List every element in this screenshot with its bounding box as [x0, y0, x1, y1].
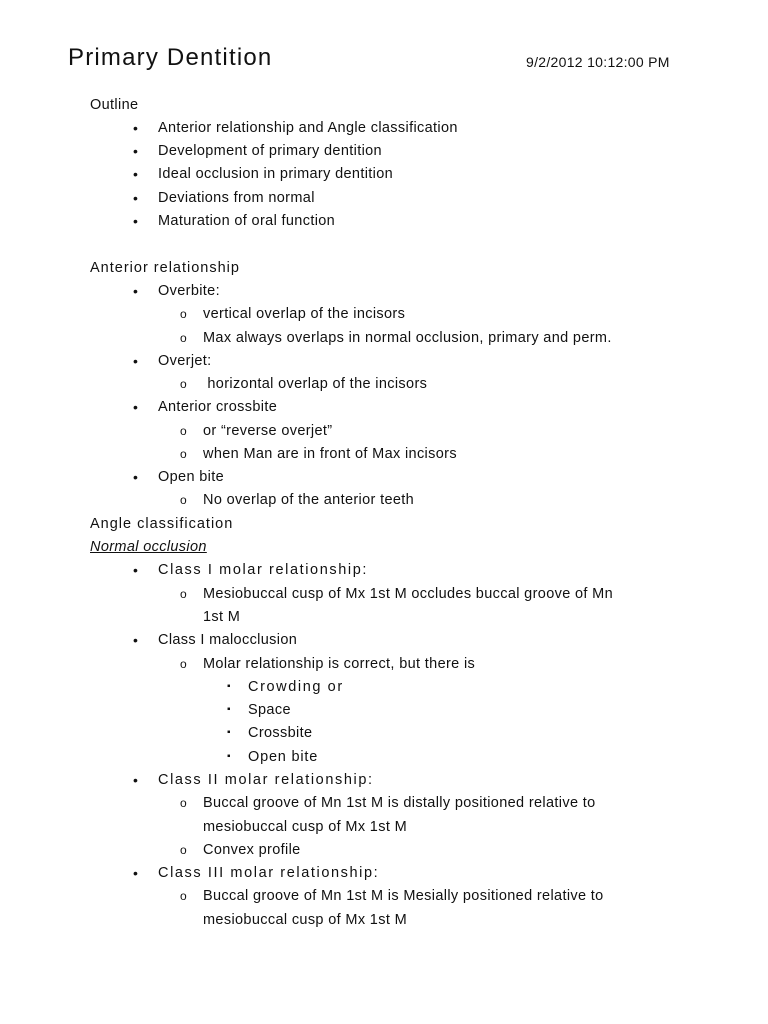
circle-marker: o	[180, 587, 187, 601]
overbite-sub: vertical overlap of the incisors	[203, 306, 406, 322]
overjet-sub: horizontal overlap of the incisors	[203, 376, 428, 392]
class2-molar-item: Class II molar relationship:	[158, 772, 374, 788]
bullet-marker: •	[133, 632, 138, 648]
circle-marker: o	[180, 447, 187, 461]
bullet-marker: •	[133, 865, 138, 881]
overbite-sub: Max always overlaps in normal occlusion, primary and perm.	[203, 330, 612, 346]
class2-sub: Buccal groove of Mn 1st M is distally positioned relative to	[203, 795, 596, 811]
timestamp: 9/2/2012 10:12:00 PM	[526, 54, 670, 70]
bullet-marker: •	[133, 772, 138, 788]
angle-heading: Angle classification	[90, 516, 234, 532]
bullet-marker: •	[133, 166, 138, 182]
page-title: Primary Dentition	[68, 44, 273, 71]
anterior-heading: Anterior relationship	[90, 260, 240, 276]
square-marker: ▪	[227, 751, 231, 762]
outline-item: Anterior relationship and Angle classification	[158, 120, 458, 136]
outline-heading: Outline	[90, 97, 139, 113]
malocclusion-type: Space	[248, 702, 291, 718]
bullet-marker: •	[133, 353, 138, 369]
malocclusion-type: Crossbite	[248, 725, 313, 741]
circle-marker: o	[180, 493, 187, 507]
class3-sub: Buccal groove of Mn 1st M is Mesially positioned relative to	[203, 888, 604, 904]
malocclusion-type: Open bite	[248, 749, 319, 765]
class1-malocclusion-item: Class I malocclusion	[158, 632, 298, 648]
class3-sub-cont: mesiobuccal cusp of Mx 1st M	[203, 912, 408, 928]
class1-molar-sub: Mesiobuccal cusp of Mx 1st M occludes buccal groove of Mn	[203, 586, 614, 602]
bullet-marker: •	[133, 399, 138, 415]
outline-item: Deviations from normal	[158, 190, 315, 206]
bullet-marker: •	[133, 143, 138, 159]
openbite-item: Open bite	[158, 469, 225, 485]
class2-sub-cont: mesiobuccal cusp of Mx 1st M	[203, 819, 408, 835]
bullet-marker: •	[133, 190, 138, 206]
square-marker: ▪	[227, 727, 231, 738]
class1-malocclusion-sub: Molar relationship is correct, but there is	[203, 656, 476, 672]
overjet-item: Overjet:	[158, 353, 212, 369]
overbite-item: Overbite:	[158, 283, 220, 299]
class1-molar-item: Class I molar relationship:	[158, 562, 369, 578]
circle-marker: o	[180, 424, 187, 438]
outline-item: Maturation of oral function	[158, 213, 336, 229]
bullet-marker: •	[133, 562, 138, 578]
circle-marker: o	[180, 796, 187, 810]
bullet-marker: •	[133, 469, 138, 485]
crossbite-item: Anterior crossbite	[158, 399, 278, 415]
circle-marker: o	[180, 657, 187, 671]
malocclusion-type: Crowding or	[248, 679, 344, 695]
class2-sub: Convex profile	[203, 842, 301, 858]
circle-marker: o	[180, 377, 187, 391]
square-marker: ▪	[227, 704, 231, 715]
crossbite-sub: or “reverse overjet”	[203, 423, 333, 439]
class1-molar-sub-cont: 1st M	[203, 609, 241, 625]
outline-item: Development of primary dentition	[158, 143, 382, 159]
bullet-marker: •	[133, 283, 138, 299]
openbite-sub: No overlap of the anterior teeth	[203, 492, 415, 508]
normal-occlusion-heading: Normal occlusion	[90, 539, 207, 555]
square-marker: ▪	[227, 681, 231, 692]
circle-marker: o	[180, 843, 187, 857]
circle-marker: o	[180, 307, 187, 321]
bullet-marker: •	[133, 120, 138, 136]
outline-item: Ideal occlusion in primary dentition	[158, 166, 394, 182]
bullet-marker: •	[133, 213, 138, 229]
crossbite-sub: when Man are in front of Max incisors	[203, 446, 457, 462]
circle-marker: o	[180, 889, 187, 903]
class3-molar-item: Class III molar relationship:	[158, 865, 380, 881]
circle-marker: o	[180, 331, 187, 345]
